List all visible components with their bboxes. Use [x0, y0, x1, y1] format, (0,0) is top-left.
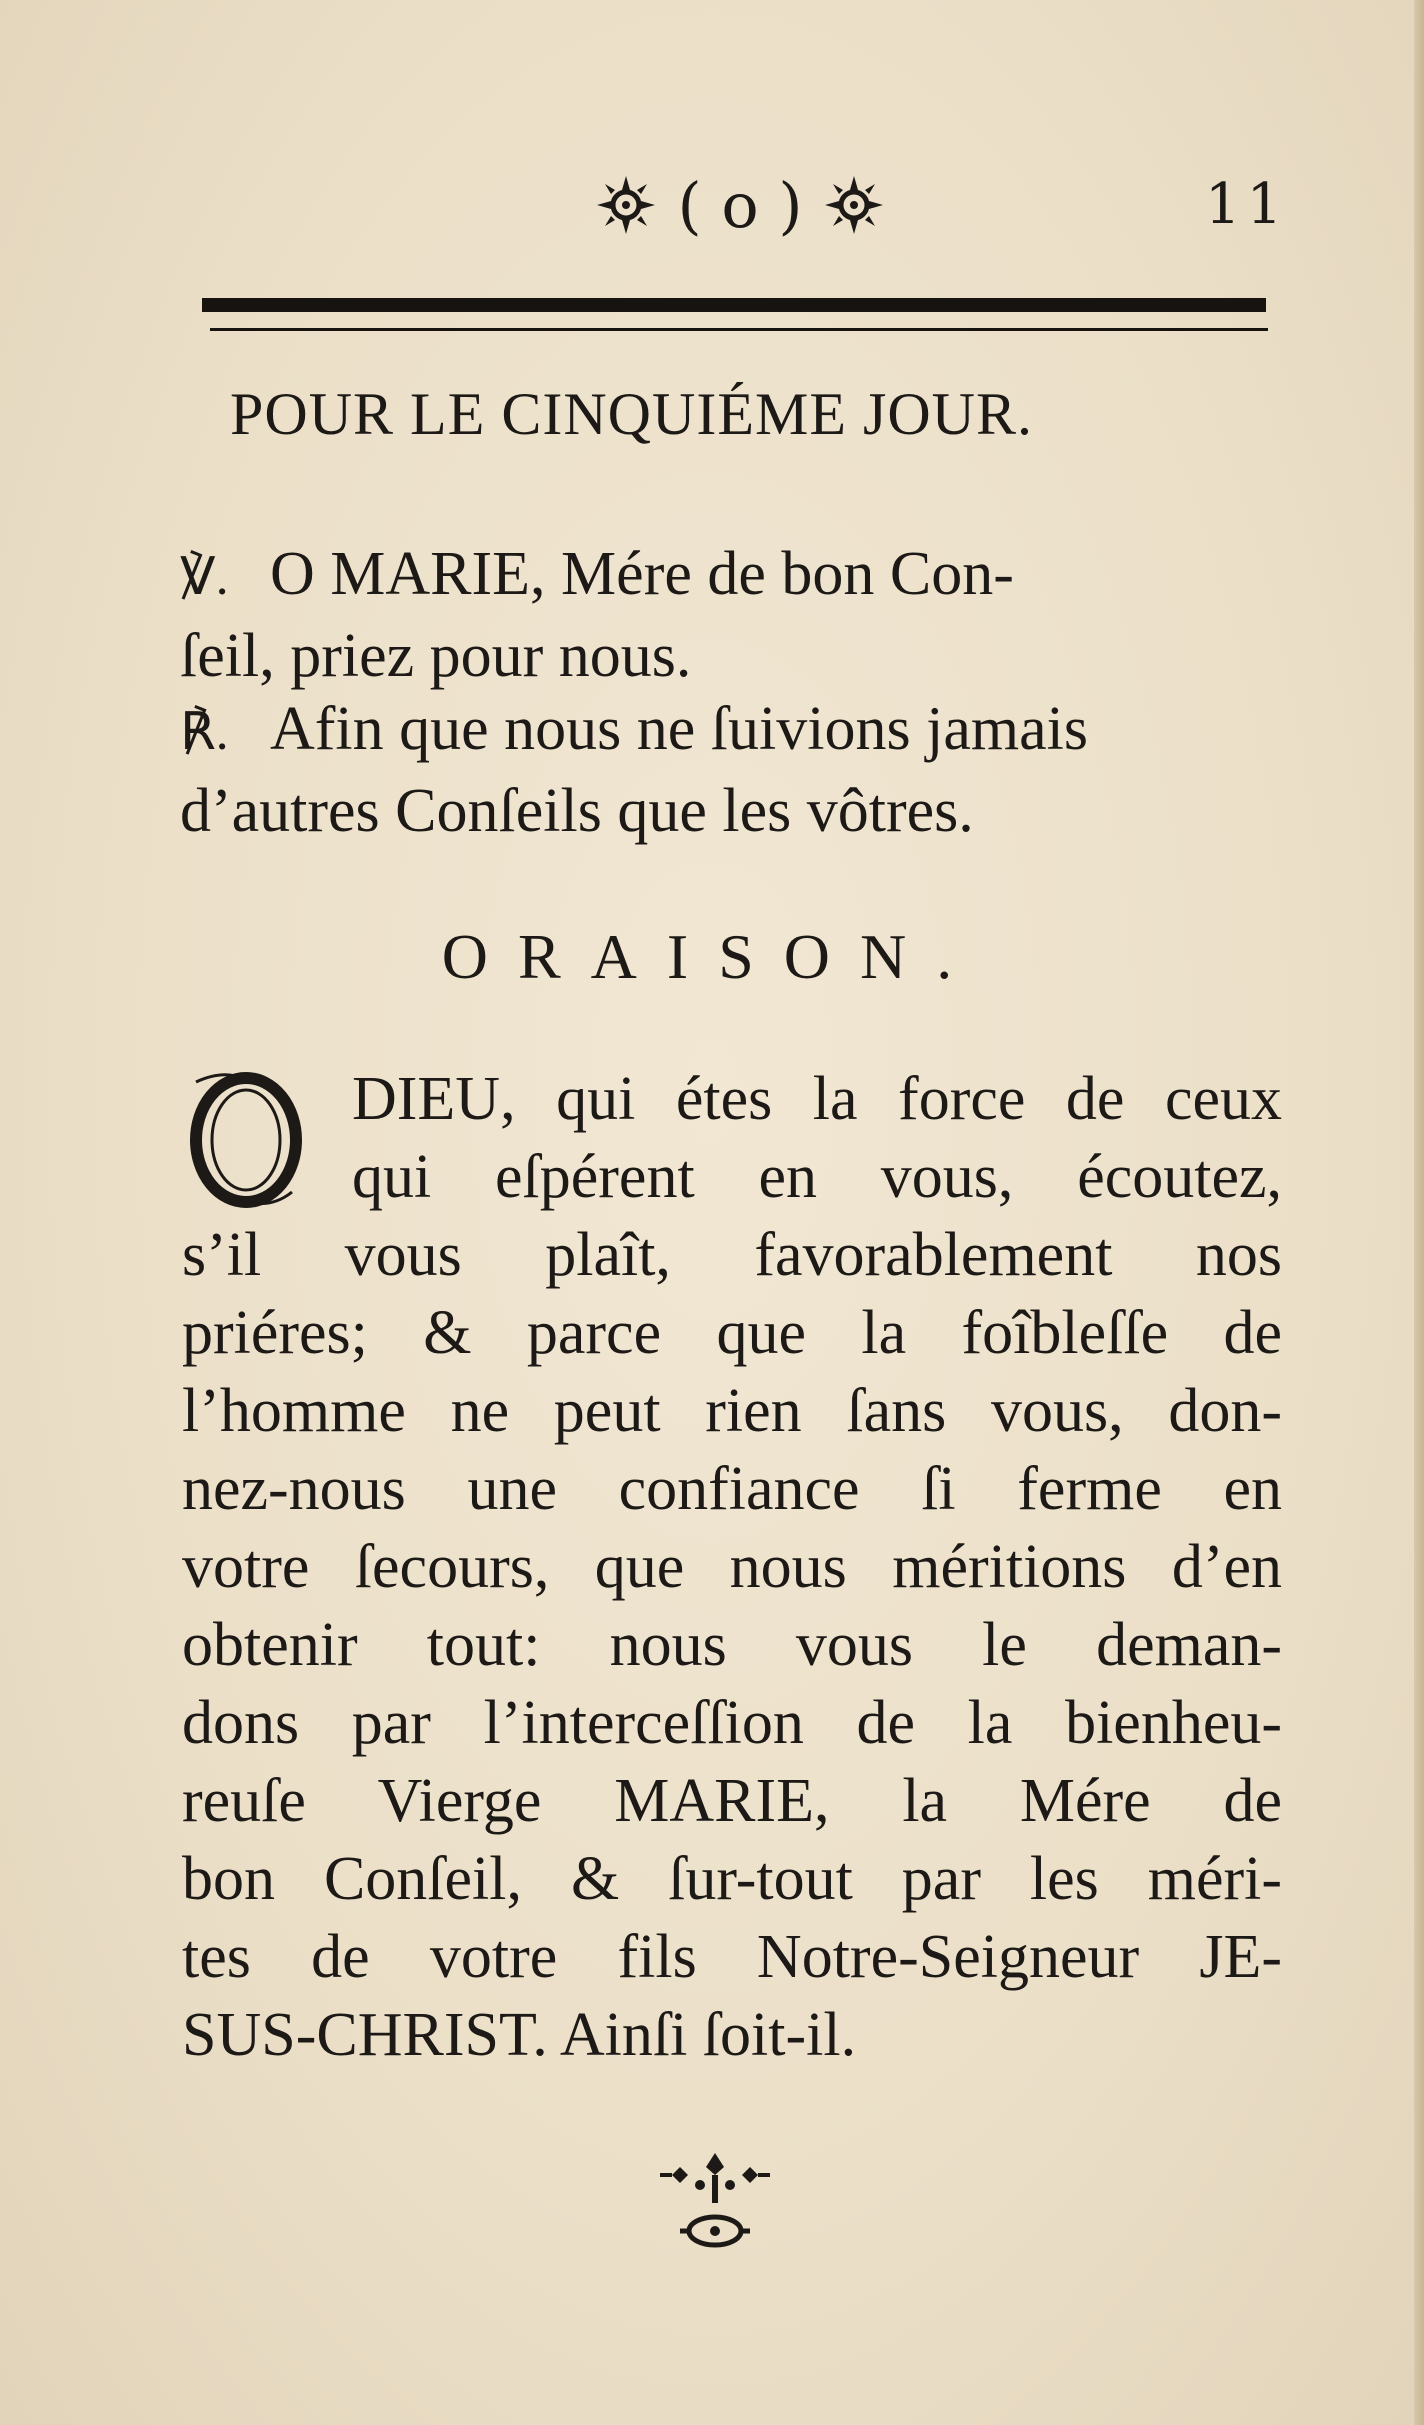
header-rule-thick — [202, 298, 1266, 312]
header-rule-thin — [210, 328, 1268, 331]
response-symbol: ℟. — [180, 704, 229, 761]
prayer-line: bon Conſeil, & ſur-tout par les méri- — [182, 1845, 1282, 1913]
prayer-line: reuſe Vierge MARIE, la Mére de — [182, 1767, 1282, 1835]
versicle-symbol: ℣. — [180, 549, 229, 606]
header-ornament-text: ( o ) — [677, 168, 803, 242]
prayer-line: SUS-CHRIST. Ainſi ſoit-il. — [182, 2001, 857, 2069]
prayer-line: l’homme ne peut rien ſans vous, don- — [182, 1377, 1282, 1445]
fleuron-right-icon — [821, 172, 887, 238]
running-head — [0, 150, 1424, 260]
header-ornament — [530, 150, 950, 260]
response-line: d’autres Conſeils que les vôtres. — [180, 777, 974, 845]
prayer-line: obtenir tout: nous vous le deman- — [182, 1611, 1282, 1679]
oraison-title: ORAISON. — [441, 921, 983, 992]
page-edge — [1414, 0, 1424, 2425]
versicle-line: ſeil, priez pour nous. — [180, 622, 692, 690]
versicle-line: O MARIE, Mére de bon Con- — [270, 540, 1014, 608]
response-line: Afin que nous ne ſuivions jamais — [270, 695, 1088, 763]
prayer-line: votre ſecours, que nous méritions d’en — [182, 1533, 1282, 1601]
versicle — [180, 535, 1280, 695]
tailpiece-ornament-icon — [640, 2145, 790, 2265]
fleuron-left-icon — [593, 172, 659, 238]
prayer-line: tes de votre fils Notre-Seigneur JE- — [182, 1923, 1282, 1991]
prayer-line: qui eſpérent en vous, écoutez, — [352, 1143, 1282, 1211]
response — [180, 690, 1280, 850]
section-heading: POUR LE CINQUIÉME JOUR. — [230, 381, 1033, 447]
prayer-line: dons par l’interceſſion de la bienheu- — [182, 1689, 1282, 1757]
prayer-body — [182, 1060, 1282, 2074]
prayer-line: s’il vous plaît, favorablement nos — [182, 1221, 1282, 1289]
prayer-line: nez-nous une confiance ſi ferme en — [182, 1455, 1282, 1523]
prayer-line: priéres; & parce que la foîbleſſe de — [182, 1299, 1282, 1367]
prayer-line: DIEU, qui étes la force de ceux — [352, 1065, 1282, 1133]
page-number: 11 — [1205, 172, 1289, 237]
